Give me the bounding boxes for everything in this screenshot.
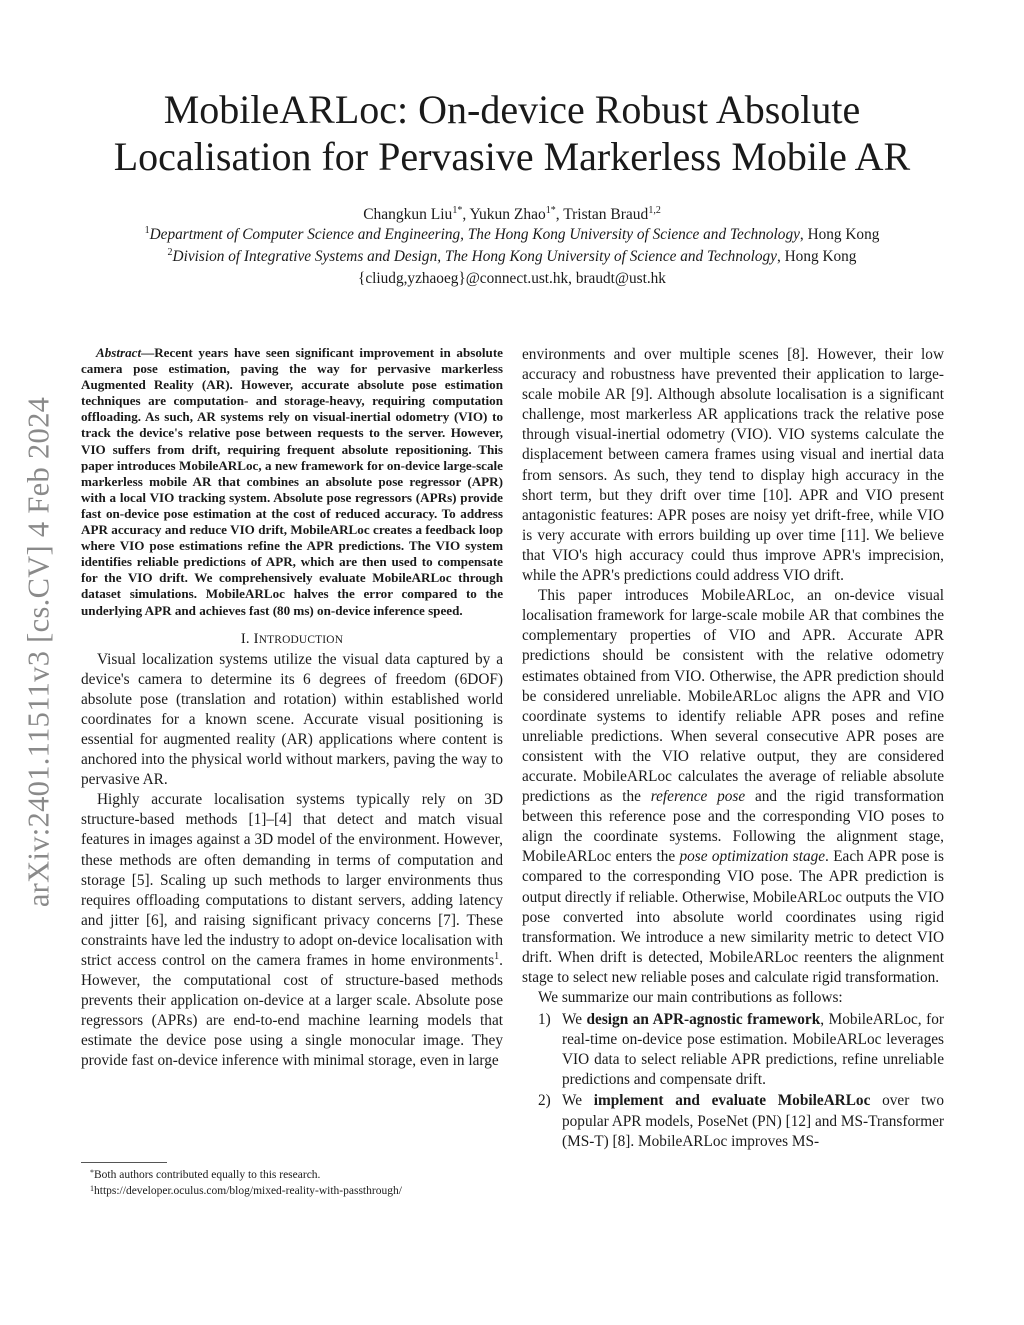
- section-heading-rest: NTRODUCTION: [258, 633, 344, 646]
- footnote-divider: [81, 1162, 167, 1163]
- intro-paragraph-4: [522, 586, 944, 988]
- paragraph-text: This paper introduces MobileARLoc, an on-device visual localisation framework for large-scale mobile AR that combines the complementary properties of VIO and APR. Accurate APR predictions should be consistent with the relative odometry estimates obtained from VIO. Otherwise, the APR prediction should be considered unreliable. MobileARLoc aligns the APR and VIO coordinate systems to identify reliable APR poses and refine unreliable predictions. When several consecutive APR poses are consistent with the VIO relative output, they are considered accurate. MobileARLoc calculates the average of reliable absolute predictions as the: [522, 587, 944, 806]
- list-number: 1): [538, 1011, 551, 1029]
- list-item: [522, 1010, 944, 1090]
- title-line-1: MobileARLoc: On-device Robust Absolute: [163, 87, 861, 132]
- author-affil-mark: 1*: [452, 205, 463, 216]
- author-affil-mark: 1,2: [648, 205, 661, 216]
- affiliation-place: Hong Kong: [784, 248, 857, 265]
- abstract-label: Abstract: [96, 345, 142, 360]
- affiliation-place: Hong Kong: [807, 226, 880, 243]
- list-text: We: [562, 1011, 587, 1029]
- list-text: We: [562, 1092, 594, 1110]
- section-heading-introduction: [81, 629, 503, 650]
- footnote-mark: 1: [494, 951, 500, 962]
- author-name: Yukun Zhao: [469, 206, 546, 223]
- section-heading-initial: I: [253, 630, 259, 647]
- intro-paragraph-1: Visual localization systems utilize the visual data captured by a device's camera to determine its 6 degrees of freedom (6DOF) absolute pose (translation and rotation) within established world coordinates for a known scene. Accurate visual positioning is essential for augmented reality (AR) applications where content is anchored into the physical world without markers, paving the way to pervasive AR.: [81, 650, 503, 789]
- list-text: , MobileARLoc, for real-time on-device pose estimation. MobileARLoc leverages VIO data to select reliable APR predictions, refine unreliable predictions and compensate drift.: [562, 1011, 944, 1089]
- section-number: I.: [240, 630, 250, 647]
- author-affil-mark: 1*: [545, 205, 556, 216]
- footnote-text: https://developer.oculus.com/blog/mixed-reality-with-passthrough/: [94, 1185, 402, 1197]
- author-name: Tristan Braud: [563, 206, 649, 223]
- arxiv-identifier: [0, 347, 78, 957]
- emphasis-term: reference pose: [650, 788, 746, 806]
- paragraph-text: and the rigid transformation between this reference pose and the corresponding VIO poses to align the coordinate systems. Following the alignment stage, MobileARLoc enters the: [522, 788, 944, 866]
- author-list: Changkun Liu$^{1*}$, Yukun Zhao$^{1*}$, Tristan Braud$^{1,2}$: [363, 205, 661, 223]
- intro-paragraph-3: environments and over multiple scenes [8]. However, their low accuracy and robustness have prevented their application to large-scale mobile AR [9]. Although absolute localisation is a significant challenge, most markerless AR applications track the relative pose through visual-inertial odometry (VIO). VIO systems calculate the displacement between camera frames using visual and inertial data from sensors. As such, they tend to display high accuracy in the short term, but they drift over time [10]. APR and VIO present antagonistic features: APR poses are noisy yet drift-free, while VIO is very accurate with errors building up over time [11]. We believe that VIO's high accuracy could thus improve APR's imprecision, while the APR's predictions could address VIO drift.: [522, 346, 944, 585]
- list-item: [522, 1091, 944, 1151]
- list-bold-text: design an APR-agnostic framework: [586, 1011, 821, 1029]
- affiliation-dept: Department of Computer Science and Engineering, The Hong Kong University of Science and Technology: [149, 226, 800, 243]
- intro-paragraph-5: We summarize our main contributions as follows:: [538, 989, 843, 1006]
- list-bold-text: implement and evaluate MobileARLoc: [593, 1092, 871, 1110]
- right-column: [522, 345, 944, 1153]
- list-number: 2): [538, 1092, 551, 1110]
- emphasis-term: pose optimization stage: [679, 848, 826, 866]
- footnotes: [81, 1162, 503, 1199]
- affiliation-dept: Division of Integrative Systems and Design, The Hong Kong University of Science and Technology: [172, 248, 777, 265]
- footnote-equal-contribution: * Both authors contributed equally to this research.: [90, 1168, 321, 1181]
- list-text: over two popular APR models, PoseNet (PN) [12] and MS-Transformer (MS-T) [8]. MobileARLoc improves MS-: [562, 1092, 944, 1150]
- abstract: Abstract—Recent years have seen significant improvement in absolute camera pose estimation, paving the way for pervasive markerless Augmented Reality (AR). However, accurate absolute pose estimation techniques are computation- and storage-heavy, requiring computation offloading. As such, AR systems rely on visual-inertial odometry (VIO) to track the device's relative pose between requests to the server. However, VIO suffers from drift, requiring frequent absolute repositioning. This paper introduces MobileARLoc, a new framework for on-device large-scale markerless mobile AR that combines an absolute pose regressor (APR) with a local VIO tracking system. Absolute pose regressors (APRs) provide fast on-device pose estimation at the cost of reduced accuracy. To address APR accuracy and reduce VIO drift, MobileARLoc creates a feedback loop where VIO pose estimations refine the APR predictions. The VIO system identifies reliable predictions of APR, which are then used to compensate for the VIO drift. We comprehensively evaluate MobileARLoc through dataset simulations. MobileARLoc halves the error compared to the underlying APR and achieves fast (80 ms) on-device inference speed.: [81, 345, 503, 618]
- left-column: [81, 345, 503, 1072]
- title-line-2: Localisation for Pervasive Markerless Mobile AR: [113, 134, 911, 179]
- intro-paragraph-2: [81, 790, 503, 1071]
- affil-mark: 2: [167, 247, 173, 258]
- affiliations: [40, 224, 984, 290]
- paper-title: [50, 86, 974, 180]
- paragraph-text: . However, the computational cost of structure-based methods prevents their application on-device at a larger scale. Absolute pose regressors (APRs) are end-to-end machine learning models that estimate the device pose using a single monocular image. They provide fast on-device inference with minimal storage, even in large: [81, 952, 503, 1070]
- affiliation-1: $^1$Department of Computer Science and Engineering, The Hong Kong University of Science and Technology, Hong Kong: [144, 225, 880, 243]
- author-emails: {cliudg,yzhaoeg}@connect.ust.hk, braudt@ust.hk: [358, 270, 666, 287]
- paragraph-text: Highly accurate localisation systems typically rely on 3D structure-based methods [1]–[4] that detect and match visual features in images against a 3D model of the environment. However, these methods are often demanding in terms of computation and storage [5]. Scaling up such methods to larger environments thus requires offloading computations to distant servers, adding latency and jitter [6], and raising significant privacy concerns [7]. These constraints have led the industry to adopt on-device localisation with strict access control on the camera frames in home environments: [81, 791, 503, 969]
- paragraph-text: . Each APR pose is compared to the corresponding VIO pose. The APR prediction is output directly if reliable. Otherwise, MobileARLoc outputs the VIO pose converted into absolute world coordinates using rigid transformation. We introduce a new similarity metric to detect VIO drift. When drift is detected, MobileARLoc reenters the alignment stage to select new reliable poses and calculate rigid transformation.: [522, 848, 944, 986]
- author-name: Changkun Liu: [363, 206, 453, 223]
- arxiv-id-text: arXiv:2401.11511v3 [cs.CV] 4 Feb 2024: [21, 396, 56, 908]
- affiliation-2: $^2$Division of Integrative Systems and Design, The Hong Kong University of Science and Technology, Hong Kong: [167, 247, 857, 265]
- contributions-list: [522, 1010, 944, 1152]
- abstract-text: Recent years have seen significant improvement in absolute camera pose estimation, paving the way for pervasive markerless Augmented Reality (AR). However, accurate absolute pose estimation techniques are computation- and storage-heavy, requiring computation offloading. As such, AR systems rely on visual-inertial odometry (VIO) to track the device's relative pose between requests to the server. However, VIO suffers from drift, requiring frequent absolute repositioning. This paper introduces MobileARLoc, a new framework for on-device large-scale markerless mobile AR that combines an absolute pose regressor (APR) with a local VIO tracking system. Absolute pose regressors (APRs) provide fast on-device pose estimation at the cost of reduced accuracy. To address APR accuracy and reduce VIO drift, MobileARLoc creates a feedback loop where VIO pose estimations refine the APR predictions. The VIO system identifies reliable predictions of APR, which are then used to compensate for the VIO drift. We comprehensively evaluate MobileARLoc through dataset simulations. MobileARLoc halves the error compared to the underlying APR and achieves fast (80 ms) on-device inference speed.: [81, 345, 503, 618]
- footnote-text: Both authors contributed equally to this research.: [94, 1169, 321, 1181]
- footnote-url: 1 https://developer.oculus.com/blog/mixed-reality-with-passthrough/: [90, 1184, 402, 1197]
- affil-mark: 1: [144, 225, 150, 236]
